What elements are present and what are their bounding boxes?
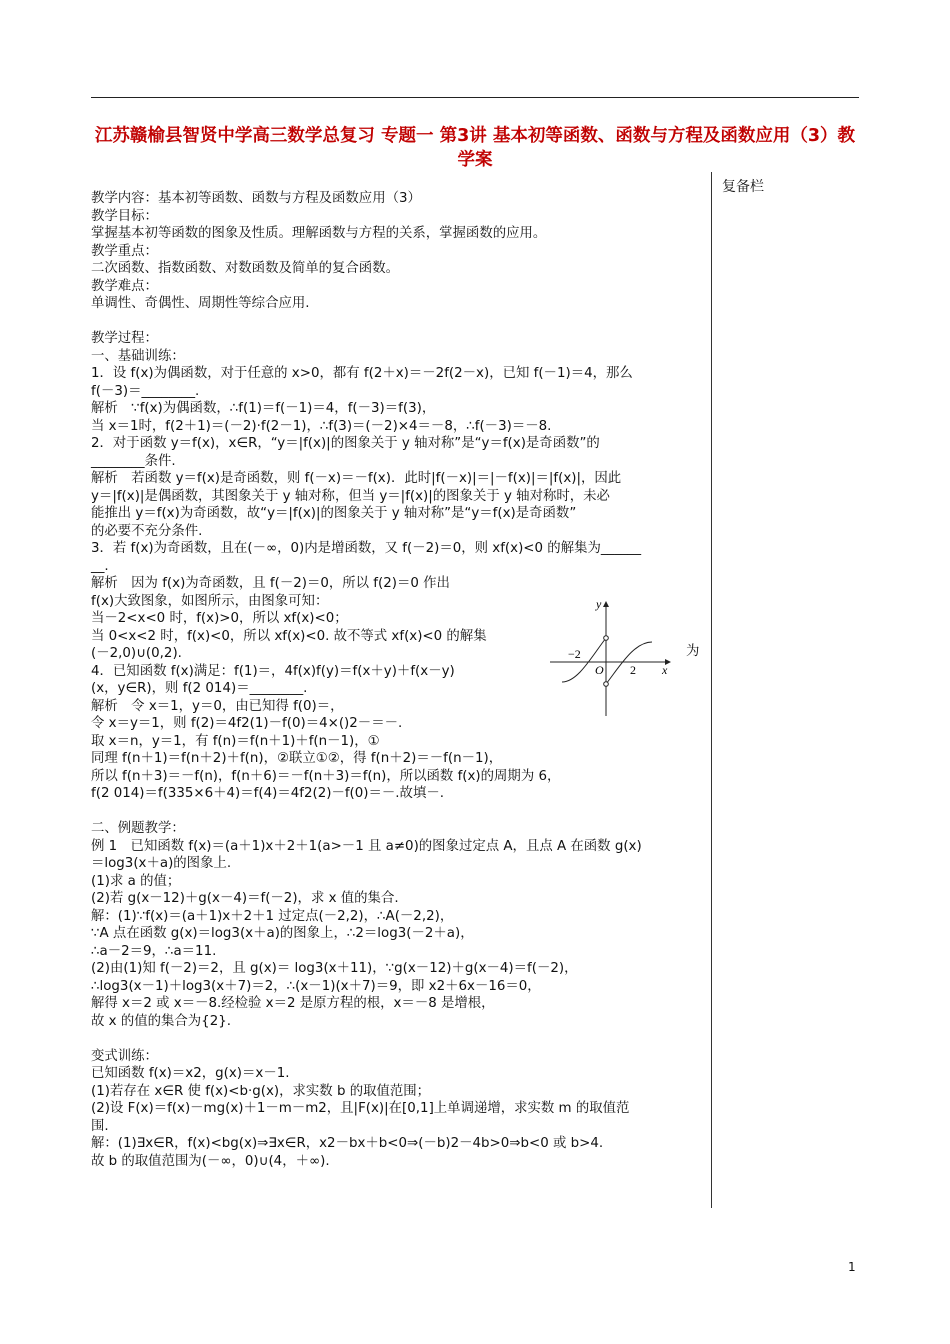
header-rule bbox=[91, 97, 859, 98]
text-line: 掌握基本初等函数的图象及性质。理解函数与方程的关系，掌握函数的应用。 bbox=[91, 226, 547, 241]
neg-tick-label: −2 bbox=[568, 647, 581, 661]
text-line: 能推出 y＝f(x)为奇函数，故“y＝|f(x)|的图象关于 y 轴对称”是“y＝f(x)是奇函数” bbox=[91, 506, 577, 521]
text-line: 令 x＝y＝1，则 f(2)＝4f2(1)－f(0)＝4×()2－＝－. bbox=[91, 716, 403, 731]
margin-divider bbox=[711, 172, 712, 1208]
text-line: 解析 若函数 y＝f(x)是奇函数，则 f(－x)＝－f(x)．此时|f(－x)|＝|－f(x)|＝|f(x)|，因此 bbox=[91, 471, 622, 486]
text-line: 1．设 f(x)为偶函数，对于任意的 x>0，都有 f(2＋x)＝－2f(2－x)，已知 f(－1)＝4，那么 bbox=[91, 366, 633, 381]
page-title: 江苏赣榆县智贤中学高三数学总复习 专题一 第3讲 基本初等函数、函数与方程及函数应用（3）教学案 bbox=[94, 126, 856, 170]
text-line: 解析 令 x＝1，y＝0，由已知得 f(0)＝， bbox=[91, 698, 344, 714]
text-line: 教学目标： bbox=[91, 208, 158, 224]
review-column-label: 复备栏 bbox=[722, 179, 764, 195]
origin-label: O bbox=[595, 663, 604, 677]
wrapped-text-fragment: 为 bbox=[686, 644, 700, 659]
text-line: ∵A 点在函数 g(x)＝log3(x＋a)的图象上，∴2＝log3(－2＋a)， bbox=[91, 926, 474, 941]
text-line: 解得 x＝2 或 x＝－8.经检验 x＝2 是原方程的根，x＝－8 是增根， bbox=[91, 996, 495, 1011]
pos-tick-label: 2 bbox=[630, 663, 636, 677]
text-line: 3．若 f(x)为奇函数，且在(－∞，0)内是增函数，又 f(－2)＝0，则 xf(x)<0 的解集为______ bbox=[91, 541, 642, 556]
text-line: 解：(1)∃x∈R，f(x)<bg(x)⇒∃x∈R，x2－bx＋b<0⇒(－b)2－4b>0⇒b<0 或 b>4. bbox=[91, 1136, 604, 1151]
text-line: 4．已知函数 f(x)满足：f(1)＝，4f(x)f(y)＝f(x＋y)＋f(x－y) bbox=[91, 663, 455, 679]
open-point-lower bbox=[604, 682, 609, 687]
text-line: (1)求 a 的值； bbox=[91, 873, 181, 889]
text-line: 取 x＝n，y＝1，有 f(n)＝f(n＋1)＋f(n－1)，① bbox=[91, 733, 380, 749]
text-line: f(－3)＝________. bbox=[91, 383, 200, 399]
text-line: 同理 f(n＋1)＝f(n＋2)＋f(n)，②联立①②，得 f(n＋2)＝－f(n－1)， bbox=[91, 751, 503, 766]
text-line: (2)设 F(x)＝f(x)－mg(x)＋1－m－m2，且|F(x)|在[0,1]上单调递增，求实数 m 的取值范 bbox=[91, 1101, 630, 1116]
text-line: (1)若存在 x∈R 使 f(x)<b·g(x)，求实数 b 的取值范围； bbox=[91, 1083, 431, 1099]
text-line: ∴log3(x－1)＋log3(x＋7)＝2，∴(x－1)(x＋7)＝9，即 x2＋6x－16＝0， bbox=[91, 978, 541, 994]
text-line: ＝log3(x＋a)的图象上. bbox=[91, 856, 232, 871]
text-line: __. bbox=[91, 558, 109, 574]
page-number: 1 bbox=[848, 1260, 856, 1274]
text-line: 故 x 的值的集合为{2}. bbox=[91, 1013, 231, 1029]
text-line: 单调性、奇偶性、周期性等综合应用. bbox=[91, 296, 310, 311]
text-line: 解析 因为 f(x)为奇函数，且 f(－2)＝0，所以 f(2)＝0 作出 bbox=[91, 576, 450, 591]
text-line: 当－2<x<0 时，f(x)>0，所以 xf(x)<0； bbox=[91, 611, 348, 626]
open-point-upper bbox=[604, 636, 609, 641]
text-line: 一、基础训练： bbox=[91, 348, 185, 364]
text-line: 二、例题教学： bbox=[91, 821, 185, 836]
text-line: 当 0<x<2 时，f(x)<0，所以 xf(x)<0. 故不等式 xf(x)<0 的解集 bbox=[91, 628, 487, 644]
text-line: (2)若 g(x－12)＋g(x－4)＝f(－2)，求 x 值的集合. bbox=[91, 891, 399, 906]
text-line: 已知函数 f(x)＝x2，g(x)＝x－1. bbox=[91, 1066, 290, 1081]
text-line: (x，y∈R)，则 f(2 014)＝________. bbox=[91, 681, 308, 696]
curve-right bbox=[606, 642, 652, 684]
y-axis-label: y bbox=[596, 597, 602, 611]
text-line: 教学难点： bbox=[91, 278, 158, 294]
text-line: 解：(1)∵f(x)＝(a＋1)x＋2＋1 过定点(－2,2)，∴A(－2,2)， bbox=[91, 908, 454, 924]
function-graph bbox=[548, 596, 678, 718]
text-line: 围. bbox=[91, 1118, 109, 1134]
text-line: 教学过程： bbox=[91, 331, 158, 346]
text-line: (2)由(1)知 f(－2)＝2，且 g(x)＝ log3(x＋11)，∵g(x－12)＋g(x－4)＝f(－2)， bbox=[91, 961, 578, 976]
text-line: 故 b 的取值范围为(－∞，0)∪(4，＋∞). bbox=[91, 1153, 330, 1169]
text-line: 教学内容：基本初等函数、函数与方程及函数应用（3） bbox=[91, 191, 421, 206]
text-line: 2．对于函数 y＝f(x)，x∈R，“y＝|f(x)|的图象关于 y 轴对称”是“y＝f(x)是奇函数”的 bbox=[91, 436, 600, 451]
text-line: 的必要不充分条件. bbox=[91, 523, 203, 539]
text-line: ∴a－2＝9，∴a＝11. bbox=[91, 943, 217, 959]
text-line: 变式训练： bbox=[91, 1048, 158, 1064]
text-line: 所以 f(n＋3)＝－f(n)，f(n＋6)＝－f(n＋3)＝f(n)，所以函数 f(x)的周期为 6， bbox=[91, 768, 561, 784]
text-line: 当 x＝1时，f(2＋1)＝(－2)·f(2－1)，∴f(3)＝(－2)×4＝－8，∴f(－3)＝－8. bbox=[91, 418, 552, 434]
text-line: ________条件. bbox=[91, 453, 176, 469]
text-line: 例 1 已知函数 f(x)＝(a＋1)x＋2＋1(a>－1 且 a≠0)的图象过定点 A，且点 A 在函数 g(x) bbox=[91, 838, 642, 854]
text-line: 教学重点： bbox=[91, 243, 158, 259]
text-line: 二次函数、指数函数、对数函数及简单的复合函数。 bbox=[91, 261, 399, 276]
text-line: (－2,0)∪(0,2). bbox=[91, 646, 182, 661]
x-axis-label: x bbox=[662, 663, 668, 677]
text-line: f(2 014)＝f(335×6＋4)＝f(4)＝4f2(2)－f(0)＝－.故填－. bbox=[91, 786, 444, 801]
text-line: 解析 ∵f(x)为偶函数，∴f(1)＝f(－1)＝4，f(－3)＝f(3)， bbox=[91, 401, 436, 416]
text-line: f(x)大致图象，如图所示，由图象可知： bbox=[91, 593, 329, 609]
text-line: y＝|f(x)|是偶函数，其图象关于 y 轴对称，但当 y＝|f(x)|的图象关于 y 轴对称时，未必 bbox=[91, 488, 610, 504]
